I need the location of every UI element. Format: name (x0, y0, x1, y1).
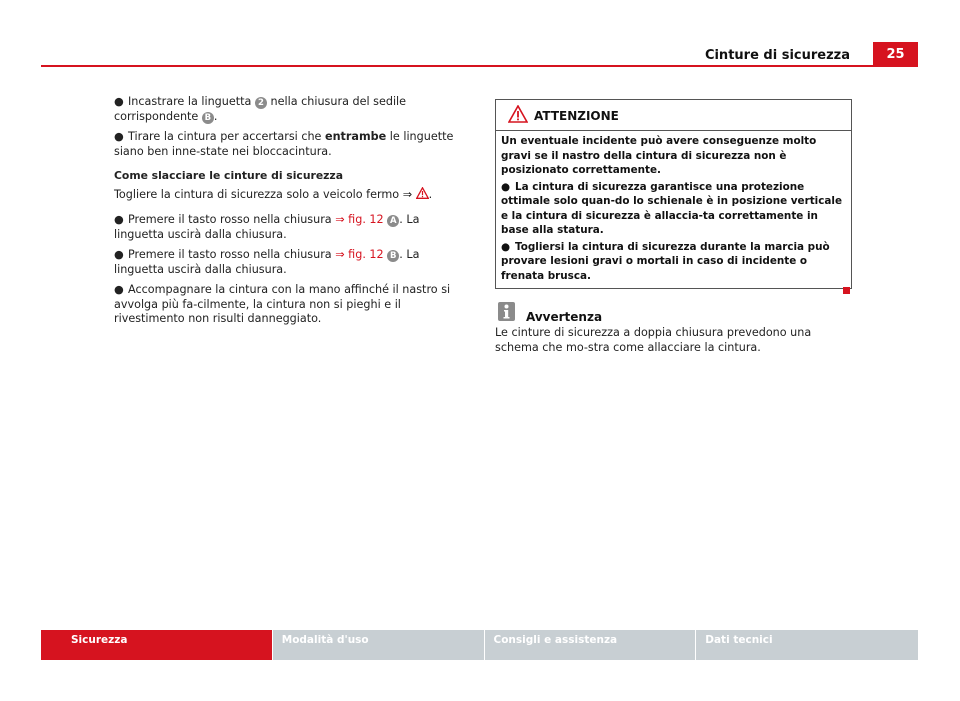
page-number: 25 (873, 42, 918, 67)
warning-item-text: Togliersi la cintura di sicurezza durante la marcia può provare lesioni gravi o mortali in caso di incidente o frenata brusca. (501, 240, 830, 282)
list-item (114, 283, 465, 327)
bullet-text: Premere il tasto rosso nella chiusura (128, 248, 336, 261)
callout-marker: A (387, 215, 399, 227)
warning-item-text: La cintura di sicurezza garantisce una protezione ottimale solo quan-do lo schienale è in posizione verticale e la cintura di sicurezza è allaccia-ta correttamente in base alla statura. (501, 180, 843, 236)
warning-intro: Un eventuale incidente può avere conseguenze molto gravi se il nastro della cintura di sicurezza non è posizionato correttamente. (501, 135, 817, 176)
tab-consigli-assistenza[interactable]: Consigli e assistenza (485, 630, 696, 660)
bullet-dot: ● (114, 283, 124, 296)
warning-header (496, 100, 851, 131)
bullet-dot: ● (501, 240, 511, 253)
intro-paragraph (114, 187, 465, 204)
list-item (114, 248, 465, 277)
bullet-text: Premere il tasto rosso nella chiusura (128, 213, 336, 226)
section-title: Cinture di sicurezza (704, 48, 850, 63)
intro-text: . (428, 187, 433, 201)
warning-item (501, 240, 846, 284)
warning-triangle-icon (508, 105, 528, 128)
warning-title: ATTENZIONE (534, 109, 619, 123)
bullet-text: Tirare la cintura per accertarsi che (128, 130, 325, 143)
footer-tabs (41, 630, 918, 660)
info-icon (498, 302, 515, 321)
note-header (495, 302, 852, 326)
end-of-section-icon (843, 287, 850, 294)
tab-modalita-uso[interactable]: Modalità d'uso (273, 630, 484, 660)
bullet-text: Incastrare la linguetta (128, 95, 255, 108)
note-text: Le cinture di sicurezza a doppia chiusura prevedono una schema che mo-stra come allacciare la cintura. (495, 326, 812, 354)
bullet-dot: ● (501, 180, 511, 193)
bullet-text: nella chiusura del sedile corrispondente (114, 95, 407, 123)
bullet-text: . La linguetta uscirà dalla chiusura. (114, 213, 420, 241)
bullet-dot: ● (114, 213, 124, 226)
bullet-dot: ● (114, 95, 124, 108)
list-item (114, 95, 465, 124)
list-item (114, 213, 465, 242)
bullet-dot: ● (114, 130, 124, 143)
warning-body (496, 131, 851, 283)
callout-marker: 2 (255, 97, 267, 109)
right-column (495, 99, 852, 361)
subheading: Come slacciare le cinture di sicurezza (114, 169, 344, 182)
header-rule (41, 65, 918, 67)
callout-marker: B (387, 250, 399, 262)
emphasis-text: entrambe (325, 130, 387, 143)
bullet-text: le linguette siano ben inne-state nei bloccacintura. (114, 130, 454, 158)
bullet-dot: ● (114, 248, 124, 261)
bullet-text: . (213, 109, 218, 123)
callout-marker: B (202, 112, 214, 124)
list-item (114, 130, 465, 159)
warning-item (501, 180, 846, 238)
intro-text: Togliere la cintura di sicurezza solo a veicolo fermo (114, 187, 403, 201)
warning-triangle-icon[interactable] (416, 187, 429, 204)
left-column (114, 95, 465, 333)
tab-dati-tecnici[interactable]: Dati tecnici (696, 630, 918, 660)
bullet-text: . La linguetta uscirà dalla chiusura. (114, 248, 420, 276)
reference-arrow: ⇒ (402, 187, 413, 201)
figure-link[interactable]: ⇒ fig. 12 (335, 248, 384, 261)
tab-sicurezza[interactable]: Sicurezza (41, 630, 272, 660)
note-title: Avvertenza (526, 310, 603, 324)
warning-box (495, 99, 852, 289)
figure-link[interactable]: ⇒ fig. 12 (335, 213, 384, 226)
bullet-text: Accompagnare la cintura con la mano affinché il nastro si avvolga più fa-cilmente, la cintura non si pieghi e il rivestimento non risulti danneggiato. (114, 283, 451, 325)
